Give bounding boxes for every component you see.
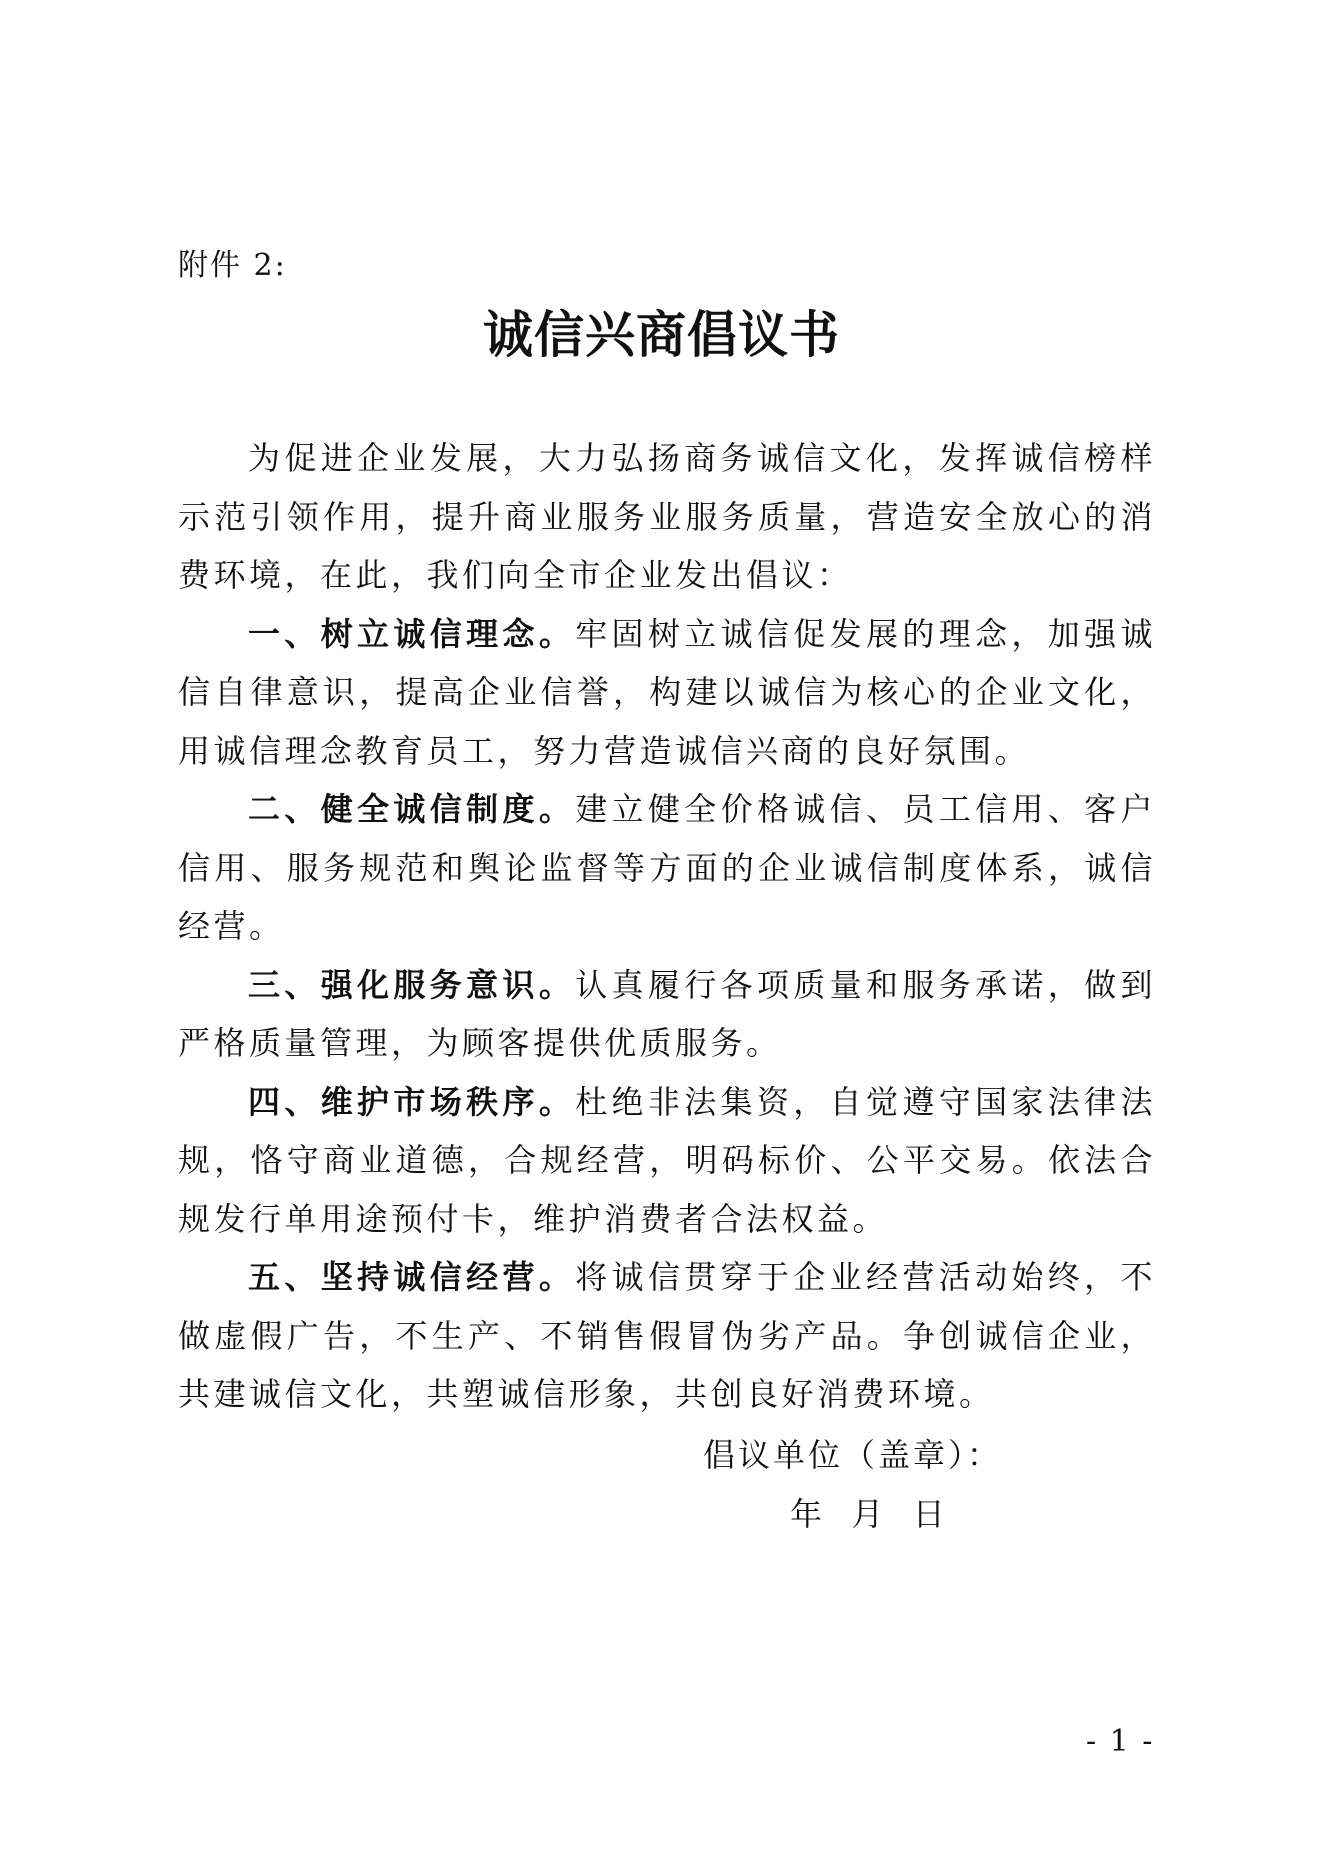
item-heading: 二、健全诚信制度。 <box>248 790 576 828</box>
item-text: 认真履行各项质量和服务承诺，做到严格质量管理，为顾客提供优质服务。 <box>178 965 1156 1062</box>
item-text: 杜绝非法集资，自觉遵守国家法律法规，恪守商业道德，合规经营，明码标价、公平交易。依法合规发行单用途预付卡，维护消费者合法权益。 <box>178 1082 1156 1238</box>
signature-line: 倡议单位（盖章）： <box>703 1436 1003 1474</box>
item-heading: 五、坚持诚信经营。 <box>248 1258 576 1296</box>
item-paragraph-1 <box>178 605 1156 781</box>
item-paragraph-3 <box>178 956 1156 1073</box>
item-paragraph-5 <box>178 1248 1156 1424</box>
item-text: 将诚信贯穿于企业经营活动始终，不做虚假广告，不生产、不销售假冒伪劣产品。争创诚信企业，共建诚信文化，共塑诚信形象，共创良好消费环境。 <box>178 1258 1156 1413</box>
page-number: - 1 - <box>1086 1724 1155 1759</box>
document-body <box>178 429 1156 1424</box>
item-paragraph-2 <box>178 780 1156 956</box>
intro-paragraph: 为促进企业发展，大力弘扬商务诚信文化，发挥诚信榜样示范引领作用，提升商业服务业服务质量，营造安全放心的消费环境，在此，我们向全市企业发出倡议： <box>178 439 1156 594</box>
document-title: 诚信兴商倡议书 <box>483 306 840 364</box>
item-text: 建立健全价格诚信、员工信用、客户信用、服务规范和舆论监督等方面的企业诚信制度体系，诚信经营。 <box>178 790 1156 945</box>
date-line: 年 月 日 <box>790 1495 948 1533</box>
item-paragraph-4 <box>178 1073 1156 1249</box>
item-heading: 三、强化服务意识。 <box>248 965 576 1004</box>
item-text: 牢固树立诚信促发展的理念，加强诚信自律意识，提高企业信誉，构建以诚信为核心的企业文化，用诚信理念教育员工，努力营造诚信兴商的良好氛围。 <box>178 614 1156 770</box>
attachment-label: 附件 2: <box>178 248 287 283</box>
item-heading: 一、树立诚信理念。 <box>248 614 576 653</box>
item-heading: 四、维护市场秩序。 <box>248 1082 576 1121</box>
